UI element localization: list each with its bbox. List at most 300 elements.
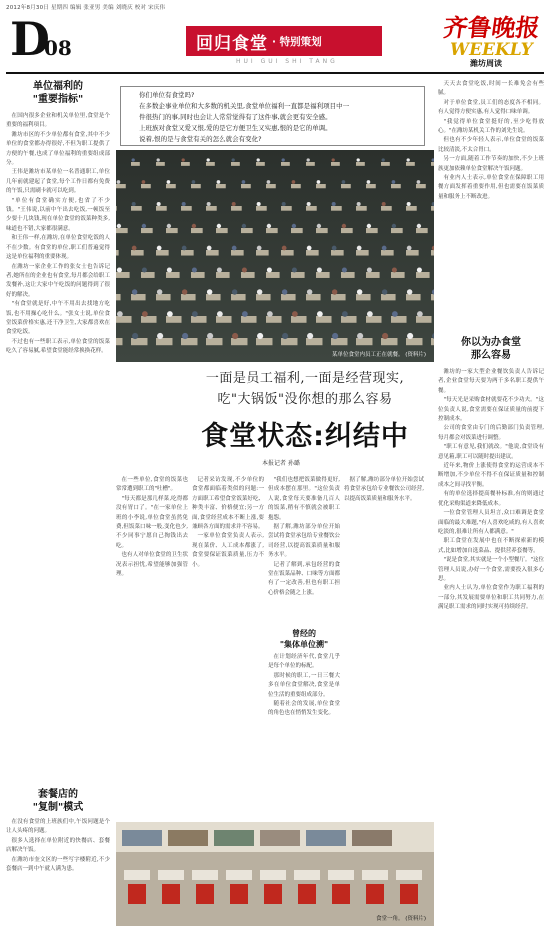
diner-figure	[307, 289, 312, 294]
canteen-table	[431, 338, 434, 345]
diner-figure	[417, 224, 421, 228]
diner-figure	[282, 246, 287, 251]
diner-figure	[232, 246, 237, 251]
canteen-corner-illustration	[116, 822, 434, 926]
byline: 本报记者 孙璐	[262, 460, 300, 467]
right-paragraph: "说是食堂,其实就是一个小型餐厅。"这位管理人员说,办好一个食堂,需要投入很多心思。	[438, 557, 544, 582]
middle-paragraph: "每天都是那几样菜,吃得都没有胃口了。"在一家单位上班的小李说,单位食堂虽然免费,但饭菜口味一般,变化也少,不少同事宁愿自己掏钱出去吃。	[116, 495, 188, 549]
canteen-table	[391, 228, 403, 233]
canteen-table	[316, 228, 328, 233]
diner-figure	[332, 202, 336, 206]
diner-figure	[242, 224, 246, 228]
middle-paragraph: 据了解,潍坊部分单位开始尝试将食堂承包给专业餐饮公司经营,以提高饭菜质量和服务水平。	[268, 524, 340, 559]
diner-figure	[232, 289, 237, 294]
left-heading-line-3: 套餐店的	[38, 789, 78, 800]
canteen-table	[141, 316, 157, 323]
diner-figure	[132, 202, 136, 206]
diner-figure	[317, 311, 323, 317]
diner-figure	[257, 158, 260, 161]
canteen-table	[181, 250, 194, 256]
canteen-table	[166, 316, 182, 323]
canteen-table	[381, 206, 392, 211]
canteen-table	[396, 870, 422, 880]
canteen-table	[266, 228, 278, 233]
right-paragraph: 一位食堂管理人员坦言,众口难调是食堂面临的最大难题,"有人喜欢吃咸的,有人喜欢吃淡的,很难让所有人都满意。"	[438, 510, 544, 535]
intro-question-box	[120, 86, 425, 146]
diner-figure	[117, 311, 123, 317]
diner-figure	[167, 180, 171, 184]
diner-figure	[132, 158, 135, 161]
canteen-table	[191, 272, 205, 278]
canteen-table	[116, 184, 126, 188]
canteen-table	[216, 184, 226, 188]
right-column	[438, 80, 544, 925]
middle-paragraph: 记者了解到,承包经营的食堂在饭菜品种、口味等方面都有了一定改善,但也有职工担心价格会随之上涨。	[268, 561, 340, 596]
left-paragraph: 在没有食堂的上班族们中,午饭问题是个让人头疼的问题。	[6, 819, 110, 835]
canteen-hall-photo	[116, 150, 434, 362]
canteen-table	[156, 162, 165, 166]
canteen-table	[256, 294, 271, 300]
diner-figure	[132, 289, 137, 294]
diner-figure	[282, 289, 287, 294]
canteen-table	[331, 162, 340, 166]
middle-paragraph: 那时候的职工,一日三餐大多在单位食堂解决,食堂是单位生活的重要组成部分。	[268, 672, 340, 698]
canteen-table	[124, 870, 150, 880]
diner-figure	[367, 180, 371, 184]
diner-figure	[232, 202, 236, 206]
canteen-table	[381, 294, 396, 300]
diner-figure	[242, 267, 247, 272]
diner-figure	[232, 333, 238, 339]
canteen-table	[166, 272, 180, 278]
canteen-table	[281, 338, 297, 345]
diner-figure	[207, 158, 210, 161]
diner-figure	[207, 202, 211, 206]
bottom-photo-caption: 食堂一角。 (资料片)	[375, 916, 426, 922]
canteen-table	[416, 184, 426, 188]
right-heading-line-2: 那么容易	[471, 350, 511, 361]
canteen-table	[192, 870, 218, 880]
diner-figure	[117, 267, 122, 272]
intro-line: 说着,恨的是与食堂有关的怎么就会有变化?	[139, 135, 262, 143]
canteen-table	[406, 162, 415, 166]
right-paragraph: 有的单位选择提高餐补标准,有的则通过优化采购渠道来降低成本。	[438, 491, 544, 507]
diner-figure	[257, 202, 261, 206]
canteen-table	[281, 206, 292, 211]
middle-paragraph: 在一些单位,食堂的饭菜也常常遭到职工的"吐槽"。	[116, 477, 188, 493]
canteen-table	[231, 250, 244, 256]
diner-figure	[132, 333, 138, 339]
diner-figure	[117, 180, 121, 184]
middle-paragraph: 一家单位食堂负责人表示,现在菜价、人工成本都涨了,食堂要保证饭菜质量,压力不小。	[192, 533, 264, 568]
canteen-table	[281, 294, 296, 300]
inline-section-text	[268, 653, 340, 793]
masthead-rule	[6, 72, 544, 74]
canteen-table	[116, 338, 122, 345]
diner-figure	[142, 224, 146, 228]
canteen-table	[291, 272, 305, 278]
diner-figure	[267, 180, 271, 184]
diner-figure	[242, 180, 246, 184]
left-body-text-2	[6, 818, 110, 922]
canteen-table	[291, 184, 301, 188]
diner-figure	[382, 202, 386, 206]
red-chair	[400, 884, 418, 904]
diner-figure	[392, 267, 397, 272]
canteen-table	[166, 184, 176, 188]
left-paragraph: 在潍坊市奎文区的一些写字楼附近,不少套餐店一到中午就人满为患。	[6, 856, 110, 873]
diner-figure	[267, 267, 272, 272]
canteen-table	[156, 338, 172, 345]
right-paragraph: 业内人士认为,单位食堂作为职工福利的一部分,其发展需要单位和职工共同努力,在满足职工需求的同时实现可持续经营。	[438, 585, 544, 611]
canteen-table	[431, 250, 434, 256]
canteen-table	[216, 316, 232, 323]
canteen-table	[341, 228, 353, 233]
left-heading-line-1: 单位福利的	[33, 81, 83, 92]
canteen-table	[356, 250, 369, 256]
canteen-table	[206, 338, 222, 345]
diner-figure	[317, 267, 322, 272]
canteen-table	[266, 272, 280, 278]
canteen-table	[191, 184, 201, 188]
canteen-table	[306, 162, 315, 166]
right-heading-line-1: 你以为办食堂	[461, 337, 521, 348]
middle-paragraph: "我们也想把饭菜做得更好,但成本摆在那里。"这位负责人说,食堂每天要准备几百人的饭菜,稍有不慎就会被职工抱怨。	[268, 477, 340, 521]
diner-figure	[332, 333, 338, 339]
diner-figure	[407, 246, 412, 251]
diner-figure	[142, 311, 148, 317]
diner-figure	[357, 246, 362, 251]
canteen-corner-photo	[116, 822, 434, 926]
diner-figure	[167, 267, 172, 272]
newspaper-brand-logo: 齐鲁晚报	[441, 13, 542, 42]
diner-figure	[182, 289, 187, 294]
canteen-table	[226, 870, 252, 880]
diner-figure	[292, 267, 297, 272]
diner-figure	[332, 158, 335, 161]
diner-figure	[142, 180, 146, 184]
diner-figure	[132, 246, 137, 251]
canteen-table	[256, 338, 272, 345]
left-paragraph: 很多人选择在单位附近的快餐店、套餐店解决午饭。	[6, 837, 110, 854]
canteen-table	[356, 294, 371, 300]
diner-figure	[232, 158, 235, 161]
diner-figure	[142, 267, 147, 272]
diner-figure	[267, 224, 271, 228]
canteen-table	[241, 272, 255, 278]
diner-figure	[242, 311, 248, 317]
diner-figure	[407, 289, 412, 294]
canteen-table	[281, 162, 290, 166]
diner-figure	[192, 224, 196, 228]
diner-figure	[157, 289, 162, 294]
canteen-table	[294, 870, 320, 880]
diner-figure	[407, 202, 411, 206]
right-paragraph: 对于单位食堂,员工们的态度各不相同。有人觉得方便实惠,有人觉得口味单调。	[438, 99, 544, 116]
diner-figure	[417, 180, 421, 184]
canteen-table	[156, 294, 171, 300]
diner-figure	[367, 267, 372, 272]
canteen-table	[256, 206, 267, 211]
diner-figure	[182, 202, 186, 206]
middle-paragraph: 随着社会的发展,单位食堂的角色也在悄悄发生变化。	[268, 701, 340, 717]
right-paragraph: 另一方面,随着工作节奏的加快,不少上班族更加依赖单位食堂解决午饭问题。	[438, 156, 544, 172]
canteen-table	[156, 250, 169, 256]
canteen-table	[116, 294, 121, 300]
canteen-table	[116, 316, 132, 323]
diner-figure	[207, 246, 212, 251]
left-heading-line-4: "复制"模式	[32, 802, 84, 813]
canteen-table	[416, 272, 430, 278]
diner-figure	[357, 158, 360, 161]
canteen-table	[131, 338, 147, 345]
diner-figure	[392, 311, 398, 317]
canteen-table	[181, 338, 197, 345]
canteen-table	[341, 184, 351, 188]
diner-figure	[157, 158, 160, 161]
diner-figure	[332, 289, 337, 294]
intro-line: 上班族对食堂又爱又恨,爱的是它方便卫生又实惠,恨的是它的单调。	[139, 124, 332, 132]
diner-figure	[282, 333, 288, 339]
left-paragraph: 在潍坊一家企业工作的张女士也告诉记者,她所在的企业也有食堂,每月都会给职工发餐补,这让大家中午吃饭的问题得到了很好的解决。	[6, 263, 110, 298]
canteen-table	[391, 272, 405, 278]
intro-line: 在多数企事业单位和大多数的机关里,食堂单位福利一直都是福利项目中一	[139, 102, 350, 110]
canteen-table	[266, 184, 276, 188]
weekly-label: WEEKLY	[450, 40, 533, 60]
canteen-table	[431, 162, 434, 166]
diner-figure	[307, 202, 311, 206]
canteen-table	[241, 316, 257, 323]
right-paragraph: "我觉得单位食堂挺好的,至少吃得放心。"在潍坊某机关工作的刘先生说。	[438, 118, 544, 135]
diner-figure	[292, 180, 296, 184]
canteen-table	[406, 294, 421, 300]
canteen-table	[191, 316, 207, 323]
diner-figure	[282, 158, 285, 161]
canteen-table	[241, 184, 251, 188]
canteen-table	[341, 316, 357, 323]
canteen-table	[256, 250, 269, 256]
canteen-table	[141, 272, 155, 278]
middle-column-4	[344, 476, 424, 816]
canteen-table	[391, 184, 401, 188]
canteen-table	[116, 228, 128, 233]
canteen-table	[316, 184, 326, 188]
canteen-table	[306, 250, 319, 256]
section-letter: D	[10, 12, 50, 66]
diner-figure	[217, 180, 221, 184]
middle-paragraph: 在计划经济年代,食堂几乎是每个单位的标配。	[268, 654, 340, 670]
canteen-table	[381, 162, 390, 166]
left-paragraph: "有食堂就是好,中午不用出去找地方吃饭,也不用操心吃什么。"张女士说,单位食堂饭菜价格实惠,还干净卫生,大家都喜欢在食堂吃饭。	[6, 301, 110, 336]
canteen-table	[206, 294, 221, 300]
canteen-table	[356, 162, 365, 166]
right-paragraph: 但也有不少年轻人表示,单位食堂的饭菜比较清淡,不太合胃口。	[438, 137, 544, 153]
canteen-table	[181, 162, 190, 166]
canteen-table	[131, 206, 142, 211]
canteen-table	[406, 338, 422, 345]
diner-figure	[167, 224, 171, 228]
canteen-table	[231, 206, 242, 211]
canteen-table	[306, 206, 317, 211]
left-heading-line-2: "重要指标"	[32, 94, 84, 105]
diner-figure	[342, 180, 346, 184]
diner-figure	[282, 202, 286, 206]
canteen-table	[391, 316, 407, 323]
red-chair	[128, 884, 146, 904]
right-paragraph: 潍坊的一家大型企业餐饮负责人告诉记者,企业食堂每天要为两千多名职工提供午餐。	[438, 369, 544, 394]
left-paragraph: 王伟是潍坊市某单位一名普通职工,单位几年前就建起了食堂,每个工作日都有免费的午饭,只需刷卡就可以吃到。	[6, 169, 110, 195]
canteen-table	[241, 228, 253, 233]
diner-figure	[342, 224, 346, 228]
right-paragraph: 近年来,物价上涨使得食堂的运营成本不断增加,不少单位不得不在保证质量和控制成本之间寻找平衡。	[438, 463, 544, 488]
diner-figure	[392, 224, 396, 228]
diner-figure	[407, 333, 413, 339]
diner-figure	[267, 311, 273, 317]
banner-title: 回归食堂	[196, 33, 268, 54]
canteen-table	[431, 294, 434, 300]
canteen-table	[216, 272, 230, 278]
feature-banner	[186, 26, 382, 56]
canteen-table	[158, 870, 184, 880]
middle-paragraph: 也有人对单位食堂的卫生状况表示担忧,希望能够加强管理。	[116, 552, 188, 578]
canteen-table	[331, 250, 344, 256]
diner-figure	[357, 289, 362, 294]
canteen-table	[131, 250, 144, 256]
right-paragraph: "职工有意见,我们就改。"他说,食堂设有意见箱,职工可以随时提出建议。	[438, 444, 544, 460]
left-paragraph: 潍坊市区的不少单位都有食堂,其中不少单位的食堂都办得很好,不但为职工提供了方便的午餐,也成了单位福利的重要组成部分。	[6, 131, 110, 167]
canteen-table	[356, 206, 367, 211]
diner-figure	[392, 180, 396, 184]
canteen-table	[331, 294, 346, 300]
canteen-table	[331, 338, 347, 345]
middle-column-2	[192, 476, 264, 816]
right-paragraph: 有业内人士表示,单位食堂在保障职工用餐方面发挥着重要作用,但也需要在饭菜质量和服务上不断改进。	[438, 175, 544, 200]
canteen-table	[366, 272, 380, 278]
canteen-table	[166, 228, 178, 233]
left-paragraph: 在国内很多企业和机关单位里,食堂是个重要的福利项目。	[6, 113, 110, 129]
diner-figure	[182, 333, 188, 339]
canteen-table	[316, 272, 330, 278]
red-chair	[230, 884, 248, 904]
diner-figure	[417, 267, 422, 272]
diner-figure	[217, 224, 221, 228]
diner-figure	[357, 333, 363, 339]
middle-column-1	[116, 476, 188, 816]
diner-figure	[367, 224, 371, 228]
red-chair	[332, 884, 350, 904]
intro-line: 件很热门的事,同时也会让人常常觉得有了这件事,就会更有安全感。	[139, 113, 332, 121]
right-paragraph: "每天光是采购食材就要花不少功夫。"这位负责人说,食堂需要在保证质量的前提下控制成本。	[438, 397, 544, 423]
canteen-table	[366, 184, 376, 188]
diner-figure	[117, 224, 121, 228]
diner-figure	[292, 311, 298, 317]
left-paragraph: "单位有食堂确实方便,也省了不少钱。"王伟说,以前中午出去吃饭,一顿饭至少要十几块钱,现在单位食堂的饭菜种类多,味道也不错,大家都很满意。	[6, 197, 110, 232]
diner-figure	[182, 158, 185, 161]
right-paragraph: 职工食堂在发展中也在不断探索新的模式,比如增加自选菜品、提供营养套餐等。	[438, 538, 544, 554]
diner-figure	[192, 267, 197, 272]
red-chair	[162, 884, 180, 904]
banner-subtitle: · 特别策划	[272, 35, 322, 48]
right-paragraph: 天天去食堂吃饭,时间一长难免会有些腻。	[438, 81, 544, 97]
right-paragraph: 公司的食堂由专门的后勤部门负责管理,每月都会对饭菜进行调整。	[438, 425, 544, 441]
canteen-table	[281, 250, 294, 256]
diner-figure	[307, 246, 312, 251]
diner-figure	[417, 311, 423, 317]
canteen-table	[381, 250, 394, 256]
canteen-table	[156, 206, 167, 211]
canteen-table	[416, 228, 428, 233]
diner-figure	[407, 158, 410, 161]
headline-subtitle	[160, 368, 450, 410]
canteen-table	[181, 294, 196, 300]
diner-figure	[157, 333, 163, 339]
canteen-table	[206, 206, 217, 211]
diner-figure	[257, 246, 262, 251]
canteen-table	[231, 338, 247, 345]
diner-figure	[217, 311, 223, 317]
diner-figure	[342, 311, 348, 317]
middle-paragraph: 据了解,潍坊部分单位开始尝试将食堂承包给专业餐饮公司经营,以提高饭菜质量和服务水平。	[344, 477, 424, 502]
diner-figure	[332, 246, 337, 251]
canteen-table	[381, 338, 397, 345]
diner-figure	[357, 202, 361, 206]
canteen-table	[206, 162, 215, 166]
left-paragraph: 和王伟一样,在潍坊,在单位食堂吃饭的人不在少数。有食堂的单位,职工们普遍觉得这是单位福利的重要体现。	[6, 235, 110, 261]
red-chair	[298, 884, 316, 904]
canteen-table	[416, 316, 432, 323]
canteen-table	[260, 870, 286, 880]
diner-figure	[217, 267, 222, 272]
canteen-table	[406, 250, 419, 256]
canteen-table	[256, 162, 265, 166]
canteen-table	[306, 294, 321, 300]
headline-subtitle-line-1: 一面是员工福利,一面是经营现实,	[205, 371, 405, 386]
canteen-table	[341, 272, 355, 278]
right-body-text-2	[438, 368, 544, 916]
diner-figure	[257, 289, 262, 294]
diner-figure	[307, 333, 313, 339]
canteen-table	[116, 272, 130, 278]
middle-paragraph: 记者采访发现,不少单位的食堂都面临着类似的问题:一方面职工希望食堂饭菜好吃、种类丰富、价格便宜;另一方面,食堂经营成本不断上涨,要兼顾各方面的需求并不容易。	[192, 477, 264, 531]
canteen-table	[356, 338, 372, 345]
diner-figure	[192, 311, 198, 317]
canteen-table	[116, 250, 119, 256]
inline-heading-block	[268, 626, 340, 795]
inline-heading-line-2: "集体单位溯"	[279, 640, 329, 649]
diner-figure	[157, 202, 161, 206]
canteen-table	[291, 228, 303, 233]
canteen-table	[366, 228, 378, 233]
page-number: 08	[44, 36, 72, 60]
diner-figure	[382, 246, 387, 251]
diner-figure	[182, 246, 187, 251]
canteen-table	[116, 206, 117, 211]
canteen-table	[306, 338, 322, 345]
left-paragraph: 不过也有一些职工表示,单位食堂的饭菜吃久了容易腻,希望食堂能经常换换花样。	[6, 338, 110, 355]
canteen-table	[291, 316, 307, 323]
inline-heading-line-1: 曾经的	[292, 629, 316, 638]
diner-figure	[342, 267, 347, 272]
diner-figure	[157, 246, 162, 251]
diner-figure	[317, 224, 321, 228]
canteen-table	[366, 316, 382, 323]
canteen-table	[131, 294, 146, 300]
canteen-hall-illustration	[116, 150, 434, 362]
top-photo-caption: 某单位食堂内员工正在就餐。 (资料片)	[331, 352, 426, 358]
canteen-table	[181, 206, 192, 211]
red-chair	[196, 884, 214, 904]
diner-figure	[192, 180, 196, 184]
